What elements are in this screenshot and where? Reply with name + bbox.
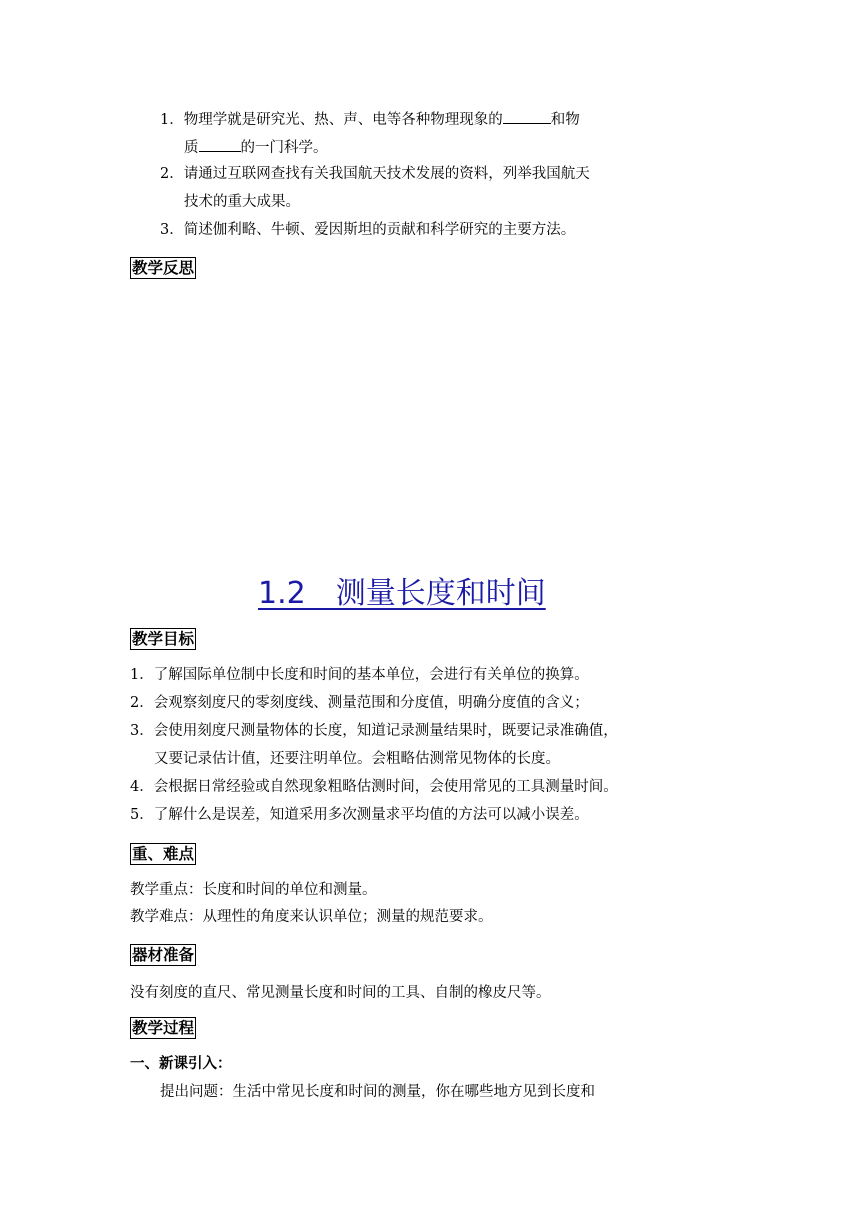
lesson-title: 1.2 测量长度和时间	[258, 576, 546, 611]
exercise-3-number: 3．	[160, 222, 184, 238]
section-heading: 一、新课引入：	[130, 1056, 232, 1072]
teaching-difficulty: 教学难点：从理性的角度来认识单位；测量的规范要求。	[130, 909, 493, 925]
key-points-heading: 重、难点	[132, 845, 195, 863]
objective-item: 2．会观察刻度尺的零刻度线、测量范围和分度值，明确分度值的含义；	[130, 695, 589, 711]
exercise-1-text-cont2: 质	[184, 140, 199, 156]
exercise-1-text-cont: 和物	[550, 112, 580, 128]
exercise-2-text-cont: 技术的重大成果。	[184, 194, 300, 210]
exercise-3	[160, 220, 575, 240]
reflection-heading: 教学反思	[132, 259, 195, 277]
exercise-2-number: 2．	[160, 166, 184, 182]
fill-blank	[199, 136, 241, 152]
objectives-heading: 教学目标	[132, 630, 195, 648]
exercise-2-text: 请通过互联网查找有关我国航天技术发展的资料，列举我国航天	[183, 166, 590, 182]
materials-text: 没有刻度的直尺、常见测量长度和时间的工具、自制的橡皮尺等。	[130, 985, 551, 1001]
process-text: 提出问题：生活中常见长度和时间的测量，你在哪些地方见到长度和	[160, 1084, 595, 1100]
objective-item: 1．了解国际单位制中长度和时间的基本单位，会进行有关单位的换算。	[130, 667, 589, 683]
exercise-1-line2	[184, 136, 328, 158]
objective-item: 3．会使用刻度尺测量物体的长度，知道记录测量结果时，既要记录准确值，	[130, 723, 618, 739]
objective-item: 4．会根据日常经验或自然现象粗略估测时间，会使用常见的工具测量时间。	[130, 779, 618, 795]
exercise-2-line2	[184, 192, 300, 212]
exercise-1-number: 1．	[160, 112, 184, 128]
objective-item-continued: 又要记录估计值，还要注明单位。会粗略估测常见物体的长度。	[154, 751, 560, 767]
fill-blank	[503, 108, 551, 124]
exercise-1	[160, 108, 580, 130]
exercise-3-text: 简述伽利略、牛顿、爱因斯坦的贡献和科学研究的主要方法。	[183, 222, 576, 238]
exercise-1-text-end: 的一门科学。	[240, 140, 328, 156]
exercise-2	[160, 164, 590, 184]
objective-item: 5．了解什么是误差，知道采用多次测量求平均值的方法可以减小误差。	[130, 807, 589, 823]
process-heading: 教学过程	[132, 1019, 195, 1037]
teaching-focus: 教学重点：长度和时间的单位和测量。	[130, 882, 377, 898]
exercise-1-text: 物理学就是研究光、热、声、电等各种物理现象的	[183, 112, 503, 128]
materials-heading: 器材准备	[132, 946, 195, 964]
